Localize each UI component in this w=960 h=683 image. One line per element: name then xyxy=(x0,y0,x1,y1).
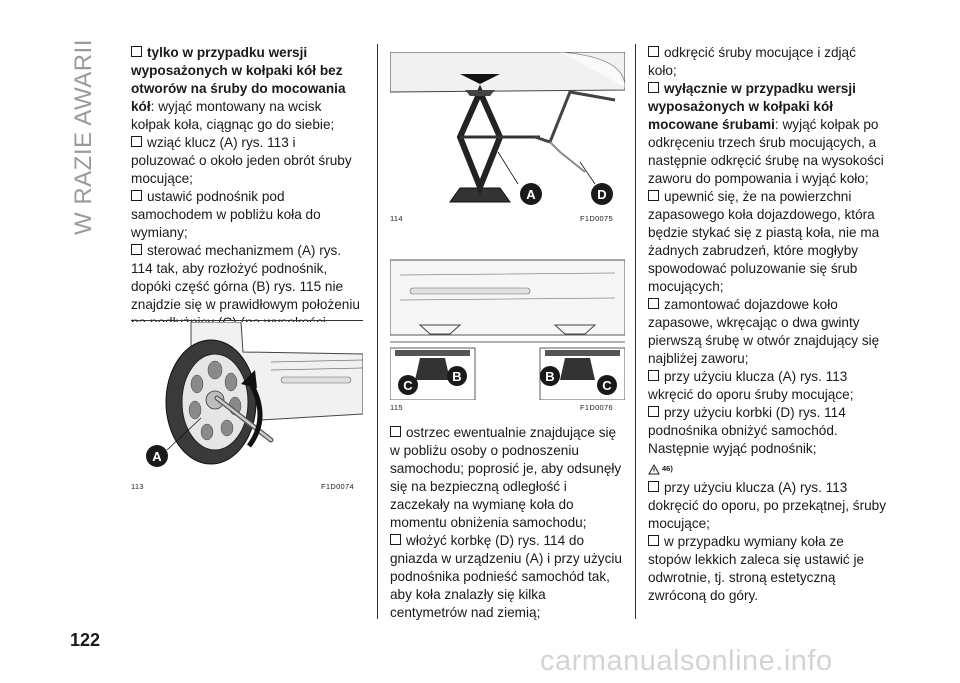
figure-113-number: 113 xyxy=(131,482,144,491)
figure-113-code: F1D0074 xyxy=(321,482,354,491)
figure-113 xyxy=(131,322,363,472)
figure-114-number: 114 xyxy=(390,214,403,223)
step-bolted-hubcap: wyłącznie w przypadku wersji wyposażonych w kołpaki kół mocowane śrubami: wyjąć kołpak po odkręceniu trzech śrub mocujących, a następnie odkręcić śrubę na wysokości zaworu do pompowania i wyjąć koło; xyxy=(648,81,884,186)
step-alloy-note: w przypadku wymiany koła ze stopów lekkich zaleca się ustawić je odwrotnie, tj. stroną estetyczną zwróconą do góry. xyxy=(648,534,865,603)
step-position-jack: ustawić podnośnik pod samochodem w pobliżu koła do wymiany; xyxy=(131,189,321,240)
checkbox-bullet xyxy=(648,190,659,201)
checkbox-bullet xyxy=(131,190,142,201)
jack-position-illustration xyxy=(390,240,625,400)
svg-text:A: A xyxy=(526,187,536,202)
warning-triangle-icon xyxy=(648,464,660,475)
column-2 xyxy=(390,424,625,622)
step-mount-spare: zamontować dojazdowe koło zapasowe, wkręcając o dwa gwinty pierwszą śrubę w otwór znajdujący się najbliżej zaworu; xyxy=(648,297,880,366)
svg-text:C: C xyxy=(403,378,413,393)
jack-crank-illustration xyxy=(390,52,625,212)
figure-115 xyxy=(390,240,625,400)
wheel-wrench-illustration xyxy=(131,322,363,472)
step-loosen: wziąć klucz (A) rys. 113 i poluzować o około jeden obrót śruby mocujące; xyxy=(131,135,352,186)
step-remove-wheel: odkręcić śruby mocujące i zdjąć koło; xyxy=(648,45,856,78)
watermark: carmanualsonline.info xyxy=(540,645,833,677)
checkbox-bullet xyxy=(131,244,142,255)
step-lower-car: przy użyciu korbki (D) rys. 114 podnośnika obniżyć samochód. Następnie wyjąć podnośnik; xyxy=(648,405,846,456)
column-divider xyxy=(377,44,378,619)
step-tighten-bolts: przy użyciu klucza (A) rys. 113 wkręcić do oporu śruby mocujące; xyxy=(648,369,854,402)
checkbox-bullet xyxy=(648,535,659,546)
checkbox-bullet xyxy=(648,298,659,309)
figure-114 xyxy=(390,52,625,212)
checkbox-bullet xyxy=(648,406,659,417)
page-number: 122 xyxy=(70,630,101,650)
svg-text:C: C xyxy=(602,378,612,393)
svg-text:B: B xyxy=(452,369,462,384)
step-operate-jack: sterować mechanizmem (A) rys. 114 tak, aby rozłożyć podnośnik, dopóki część górna (B) rys. 115 nie znajdzie się w prawidłowym położeniu xyxy=(131,242,363,350)
column-divider xyxy=(635,44,636,619)
figure-114-code: F1D0075 xyxy=(580,214,613,223)
section-title: W RAZIE AWARII xyxy=(70,39,97,235)
step-insert-crank: włożyć korbkę (D) rys. 114 do gniazda w urządzeniu (A) i przy użyciu podnośnika podnieść samochód tak, aby koła znalazły się kilka centymetrów nad ziemią; xyxy=(390,533,622,620)
step-warn-bystanders: ostrzec ewentualnie znajdujące się w pobliżu osoby o podnoszeniu samochodu; poprosić je, aby odsunęły się na bezpieczną odległość i zaczekały na wymianę koła do momentu obniżenia samochodu; xyxy=(390,425,622,530)
step-check-surface: upewnić się, że na powierzchni zapasowego koła dojazdowego, która będzie stykać się z piastą koła, nie ma żadnych zabrudzeń, które mogłyby spowodować poluzowanie się śrub mocujących; xyxy=(648,189,880,294)
column-3 xyxy=(648,44,888,605)
svg-text:A: A xyxy=(152,449,162,464)
column-1 xyxy=(131,44,363,350)
checkbox-bullet xyxy=(648,481,659,492)
figure-115-number: 115 xyxy=(390,403,403,412)
checkbox-bullet xyxy=(131,136,142,147)
figure-separator xyxy=(131,320,363,321)
checkbox-bullet xyxy=(648,46,659,57)
checkbox-bullet xyxy=(390,426,401,437)
warning-reference: 46) xyxy=(648,462,888,476)
checkbox-bullet xyxy=(390,534,401,545)
step-final-tighten: przy użyciu klucza (A) rys. 113 dokręcić do oporu, po przekątnej, śruby mocujące; xyxy=(648,480,887,531)
checkbox-bullet xyxy=(648,370,659,381)
checkbox-bullet xyxy=(648,82,659,93)
svg-text:D: D xyxy=(597,187,607,202)
checkbox-bullet xyxy=(131,46,142,57)
step-hubcap: tylko w przypadku wersji wyposażonych w kołpaki kół bez otworów na śruby do mocowania kół: wyjąć montowany na wcisk kołpak koła, ciągnąc go do siebie; xyxy=(131,45,346,132)
figure-115-code: F1D0076 xyxy=(580,403,613,412)
svg-text:B: B xyxy=(545,369,555,384)
